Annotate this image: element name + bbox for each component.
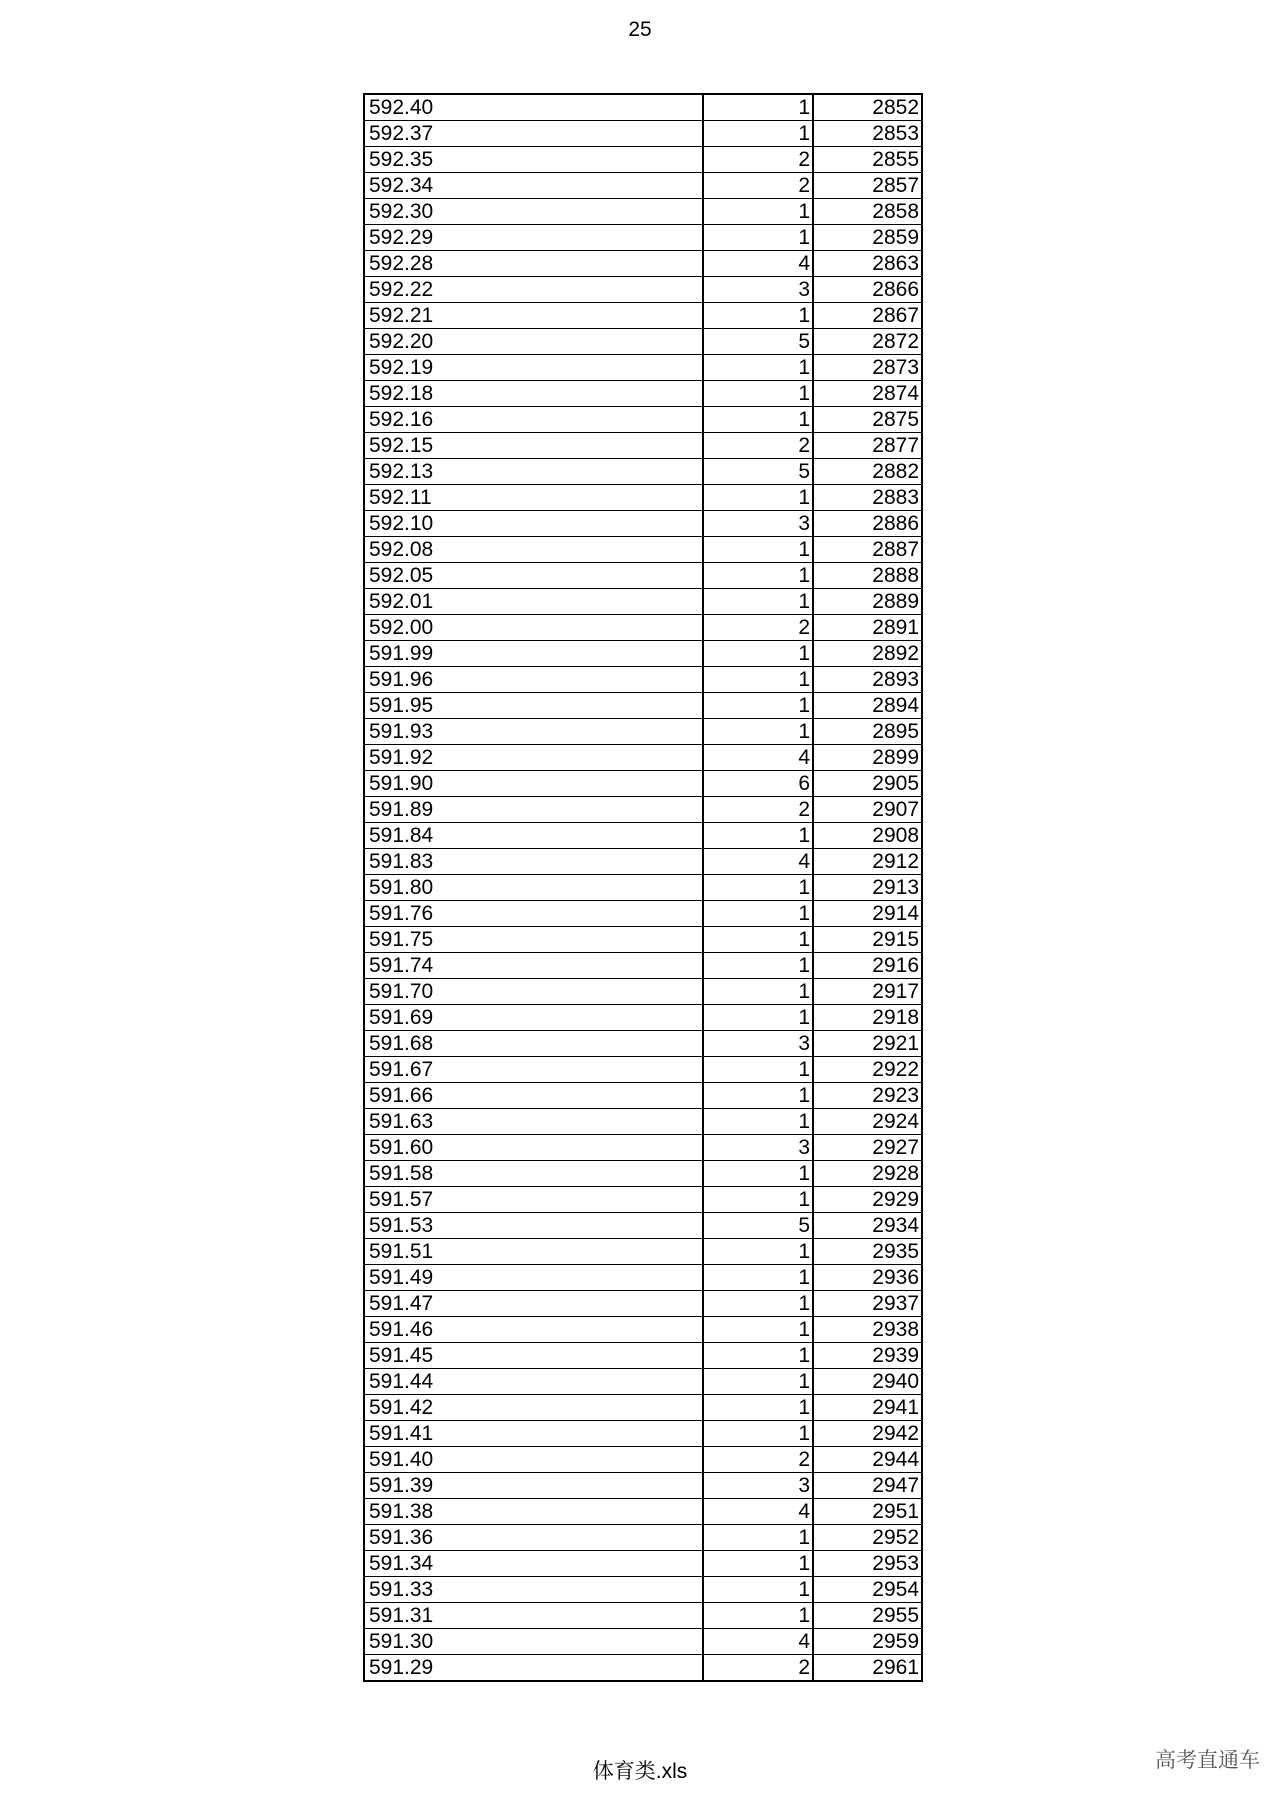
- cumulative-cell: 2942: [813, 1421, 922, 1447]
- cumulative-cell: 2907: [813, 797, 922, 823]
- table-row: [364, 173, 922, 199]
- table-row: [364, 251, 922, 277]
- count-cell: 4: [703, 745, 813, 771]
- cumulative-cell: 2877: [813, 433, 922, 459]
- table-row: [364, 485, 922, 511]
- cumulative-cell: 2921: [813, 1031, 922, 1057]
- cumulative-cell: 2955: [813, 1603, 922, 1629]
- table-row: [364, 745, 922, 771]
- table-row: [364, 641, 922, 667]
- count-cell: 4: [703, 1499, 813, 1525]
- score-cell: 591.42: [364, 1395, 703, 1421]
- score-cell: 591.68: [364, 1031, 703, 1057]
- score-cell: 592.29: [364, 225, 703, 251]
- cumulative-cell: 2941: [813, 1395, 922, 1421]
- table-row: [364, 823, 922, 849]
- cumulative-cell: 2915: [813, 927, 922, 953]
- cumulative-cell: 2923: [813, 1083, 922, 1109]
- count-cell: 1: [703, 719, 813, 745]
- count-cell: 2: [703, 147, 813, 173]
- score-cell: 591.95: [364, 693, 703, 719]
- table-row: [364, 615, 922, 641]
- table-row: [364, 225, 922, 251]
- table-row: [364, 94, 922, 121]
- cumulative-cell: 2874: [813, 381, 922, 407]
- score-cell: 591.33: [364, 1577, 703, 1603]
- table-row: [364, 355, 922, 381]
- page-number: 25: [628, 18, 652, 41]
- table-row: [364, 1629, 922, 1655]
- table-row: [364, 901, 922, 927]
- score-cell: 591.75: [364, 927, 703, 953]
- cumulative-cell: 2853: [813, 121, 922, 147]
- count-cell: 1: [703, 979, 813, 1005]
- score-cell: 591.67: [364, 1057, 703, 1083]
- cumulative-cell: 2961: [813, 1655, 922, 1682]
- table-row: [364, 875, 922, 901]
- score-cell: 591.63: [364, 1109, 703, 1135]
- count-cell: 2: [703, 1655, 813, 1682]
- table-row: [364, 1603, 922, 1629]
- count-cell: 1: [703, 1317, 813, 1343]
- cumulative-cell: 2918: [813, 1005, 922, 1031]
- cumulative-cell: 2857: [813, 173, 922, 199]
- count-cell: 1: [703, 1577, 813, 1603]
- cumulative-cell: 2855: [813, 147, 922, 173]
- score-cell: 592.21: [364, 303, 703, 329]
- table-row: [364, 407, 922, 433]
- cumulative-cell: 2858: [813, 199, 922, 225]
- count-cell: 3: [703, 277, 813, 303]
- count-cell: 2: [703, 1447, 813, 1473]
- score-cell: 591.29: [364, 1655, 703, 1682]
- cumulative-cell: 2928: [813, 1161, 922, 1187]
- cumulative-cell: 2888: [813, 563, 922, 589]
- table-row: [364, 1265, 922, 1291]
- count-cell: 1: [703, 199, 813, 225]
- count-cell: 1: [703, 303, 813, 329]
- count-cell: 1: [703, 667, 813, 693]
- score-cell: 591.69: [364, 1005, 703, 1031]
- score-cell: 591.38: [364, 1499, 703, 1525]
- cumulative-cell: 2889: [813, 589, 922, 615]
- score-cell: 591.44: [364, 1369, 703, 1395]
- table-row: [364, 1031, 922, 1057]
- score-cell: 592.22: [364, 277, 703, 303]
- count-cell: 1: [703, 225, 813, 251]
- cumulative-cell: 2912: [813, 849, 922, 875]
- cumulative-cell: 2927: [813, 1135, 922, 1161]
- cumulative-cell: 2886: [813, 511, 922, 537]
- table-row: [364, 433, 922, 459]
- score-cell: 592.19: [364, 355, 703, 381]
- cumulative-cell: 2938: [813, 1317, 922, 1343]
- score-cell: 592.20: [364, 329, 703, 355]
- cumulative-cell: 2887: [813, 537, 922, 563]
- table-row: [364, 1551, 922, 1577]
- table-row: [364, 667, 922, 693]
- score-cell: 591.60: [364, 1135, 703, 1161]
- table-row: [364, 797, 922, 823]
- table-row: [364, 1577, 922, 1603]
- score-cell: 591.45: [364, 1343, 703, 1369]
- count-cell: 5: [703, 329, 813, 355]
- count-cell: 1: [703, 355, 813, 381]
- score-table: [363, 93, 923, 1682]
- cumulative-cell: 2935: [813, 1239, 922, 1265]
- count-cell: 1: [703, 1005, 813, 1031]
- count-cell: 3: [703, 511, 813, 537]
- table-row: [364, 719, 922, 745]
- cumulative-cell: 2939: [813, 1343, 922, 1369]
- count-cell: 1: [703, 693, 813, 719]
- table-row: [364, 1005, 922, 1031]
- count-cell: 3: [703, 1473, 813, 1499]
- score-cell: 591.66: [364, 1083, 703, 1109]
- cumulative-cell: 2863: [813, 251, 922, 277]
- score-cell: 591.36: [364, 1525, 703, 1551]
- score-cell: 591.31: [364, 1603, 703, 1629]
- score-cell: 592.10: [364, 511, 703, 537]
- count-cell: 1: [703, 1239, 813, 1265]
- cumulative-cell: 2913: [813, 875, 922, 901]
- count-cell: 1: [703, 1291, 813, 1317]
- table-row: [364, 1213, 922, 1239]
- table-row: [364, 1395, 922, 1421]
- score-cell: 591.93: [364, 719, 703, 745]
- count-cell: 1: [703, 1109, 813, 1135]
- score-cell: 592.13: [364, 459, 703, 485]
- score-cell: 591.46: [364, 1317, 703, 1343]
- score-cell: 592.34: [364, 173, 703, 199]
- table-row: [364, 927, 922, 953]
- count-cell: 1: [703, 1369, 813, 1395]
- cumulative-cell: 2959: [813, 1629, 922, 1655]
- score-cell: 591.76: [364, 901, 703, 927]
- count-cell: 1: [703, 1421, 813, 1447]
- cumulative-cell: 2922: [813, 1057, 922, 1083]
- cumulative-cell: 2916: [813, 953, 922, 979]
- table-row: [364, 1083, 922, 1109]
- count-cell: 2: [703, 615, 813, 641]
- cumulative-cell: 2875: [813, 407, 922, 433]
- score-cell: 591.74: [364, 953, 703, 979]
- count-cell: 1: [703, 901, 813, 927]
- table-row: [364, 1317, 922, 1343]
- table-row: [364, 277, 922, 303]
- table-row: [364, 121, 922, 147]
- count-cell: 1: [703, 1083, 813, 1109]
- score-cell: 591.90: [364, 771, 703, 797]
- table-row: [364, 1109, 922, 1135]
- table-row: [364, 693, 922, 719]
- score-cell: 591.53: [364, 1213, 703, 1239]
- cumulative-cell: 2924: [813, 1109, 922, 1135]
- score-cell: 592.35: [364, 147, 703, 173]
- score-table-body: [364, 94, 922, 1681]
- table-row: [364, 1161, 922, 1187]
- count-cell: 5: [703, 1213, 813, 1239]
- cumulative-cell: 2929: [813, 1187, 922, 1213]
- score-cell: 592.11: [364, 485, 703, 511]
- cumulative-cell: 2892: [813, 641, 922, 667]
- cumulative-cell: 2944: [813, 1447, 922, 1473]
- table-row: [364, 381, 922, 407]
- score-cell: 591.40: [364, 1447, 703, 1473]
- count-cell: 1: [703, 927, 813, 953]
- count-cell: 1: [703, 485, 813, 511]
- cumulative-cell: 2894: [813, 693, 922, 719]
- cumulative-cell: 2947: [813, 1473, 922, 1499]
- cumulative-cell: 2937: [813, 1291, 922, 1317]
- score-cell: 592.00: [364, 615, 703, 641]
- table-row: [364, 771, 922, 797]
- score-cell: 591.70: [364, 979, 703, 1005]
- count-cell: 1: [703, 537, 813, 563]
- cumulative-cell: 2917: [813, 979, 922, 1005]
- count-cell: 1: [703, 641, 813, 667]
- count-cell: 1: [703, 823, 813, 849]
- table-row: [364, 1473, 922, 1499]
- cumulative-cell: 2936: [813, 1265, 922, 1291]
- table-row: [364, 1239, 922, 1265]
- table-row: [364, 537, 922, 563]
- score-cell: 591.83: [364, 849, 703, 875]
- count-cell: 1: [703, 589, 813, 615]
- count-cell: 6: [703, 771, 813, 797]
- cumulative-cell: 2882: [813, 459, 922, 485]
- count-cell: 1: [703, 121, 813, 147]
- table-row: [364, 563, 922, 589]
- count-cell: 1: [703, 94, 813, 121]
- score-cell: 592.08: [364, 537, 703, 563]
- table-row: [364, 1369, 922, 1395]
- count-cell: 2: [703, 433, 813, 459]
- count-cell: 3: [703, 1031, 813, 1057]
- count-cell: 5: [703, 459, 813, 485]
- cumulative-cell: 2899: [813, 745, 922, 771]
- count-cell: 1: [703, 407, 813, 433]
- score-cell: 591.80: [364, 875, 703, 901]
- count-cell: 4: [703, 1629, 813, 1655]
- cumulative-cell: 2867: [813, 303, 922, 329]
- table-row: [364, 147, 922, 173]
- cumulative-cell: 2954: [813, 1577, 922, 1603]
- cumulative-cell: 2940: [813, 1369, 922, 1395]
- count-cell: 1: [703, 563, 813, 589]
- table-row: [364, 1447, 922, 1473]
- watermark: 高考直通车: [1155, 1749, 1260, 1772]
- count-cell: 4: [703, 251, 813, 277]
- score-cell: 592.30: [364, 199, 703, 225]
- cumulative-cell: 2859: [813, 225, 922, 251]
- table-row: [364, 979, 922, 1005]
- table-row: [364, 459, 922, 485]
- score-cell: 592.01: [364, 589, 703, 615]
- cumulative-cell: 2866: [813, 277, 922, 303]
- cumulative-cell: 2883: [813, 485, 922, 511]
- count-cell: 2: [703, 797, 813, 823]
- table-row: [364, 1421, 922, 1447]
- score-cell: 591.96: [364, 667, 703, 693]
- score-cell: 592.05: [364, 563, 703, 589]
- cumulative-cell: 2905: [813, 771, 922, 797]
- table-row: [364, 849, 922, 875]
- score-cell: 592.37: [364, 121, 703, 147]
- table-row: [364, 329, 922, 355]
- count-cell: 3: [703, 1135, 813, 1161]
- count-cell: 1: [703, 381, 813, 407]
- score-cell: 591.84: [364, 823, 703, 849]
- table-row: [364, 1187, 922, 1213]
- score-cell: 592.16: [364, 407, 703, 433]
- count-cell: 1: [703, 1551, 813, 1577]
- count-cell: 4: [703, 849, 813, 875]
- count-cell: 1: [703, 953, 813, 979]
- score-cell: 591.49: [364, 1265, 703, 1291]
- cumulative-cell: 2893: [813, 667, 922, 693]
- score-cell: 592.40: [364, 94, 703, 121]
- table-row: [364, 303, 922, 329]
- cumulative-cell: 2952: [813, 1525, 922, 1551]
- score-cell: 592.18: [364, 381, 703, 407]
- table-row: [364, 511, 922, 537]
- count-cell: 2: [703, 173, 813, 199]
- score-cell: 591.39: [364, 1473, 703, 1499]
- table-row: [364, 1525, 922, 1551]
- count-cell: 1: [703, 1161, 813, 1187]
- table-row: [364, 1135, 922, 1161]
- score-cell: 591.92: [364, 745, 703, 771]
- score-cell: 591.34: [364, 1551, 703, 1577]
- count-cell: 1: [703, 875, 813, 901]
- cumulative-cell: 2891: [813, 615, 922, 641]
- score-cell: 591.30: [364, 1629, 703, 1655]
- cumulative-cell: 2873: [813, 355, 922, 381]
- footer-filename: 体育类.xls: [592, 1760, 688, 1783]
- table-row: [364, 199, 922, 225]
- table-row: [364, 1291, 922, 1317]
- cumulative-cell: 2895: [813, 719, 922, 745]
- score-cell: 591.41: [364, 1421, 703, 1447]
- cumulative-cell: 2934: [813, 1213, 922, 1239]
- score-cell: 591.99: [364, 641, 703, 667]
- score-cell: 592.15: [364, 433, 703, 459]
- cumulative-cell: 2953: [813, 1551, 922, 1577]
- table-row: [364, 1499, 922, 1525]
- count-cell: 1: [703, 1187, 813, 1213]
- count-cell: 1: [703, 1057, 813, 1083]
- table-row: [364, 1343, 922, 1369]
- score-cell: 592.28: [364, 251, 703, 277]
- cumulative-cell: 2951: [813, 1499, 922, 1525]
- score-cell: 591.57: [364, 1187, 703, 1213]
- count-cell: 1: [703, 1343, 813, 1369]
- table-row: [364, 953, 922, 979]
- cumulative-cell: 2872: [813, 329, 922, 355]
- count-cell: 1: [703, 1603, 813, 1629]
- score-cell: 591.47: [364, 1291, 703, 1317]
- score-cell: 591.51: [364, 1239, 703, 1265]
- table-row: [364, 1655, 922, 1682]
- cumulative-cell: 2852: [813, 94, 922, 121]
- score-cell: 591.89: [364, 797, 703, 823]
- count-cell: 1: [703, 1265, 813, 1291]
- count-cell: 1: [703, 1525, 813, 1551]
- table-row: [364, 1057, 922, 1083]
- table-row: [364, 589, 922, 615]
- cumulative-cell: 2914: [813, 901, 922, 927]
- count-cell: 1: [703, 1395, 813, 1421]
- score-cell: 591.58: [364, 1161, 703, 1187]
- cumulative-cell: 2908: [813, 823, 922, 849]
